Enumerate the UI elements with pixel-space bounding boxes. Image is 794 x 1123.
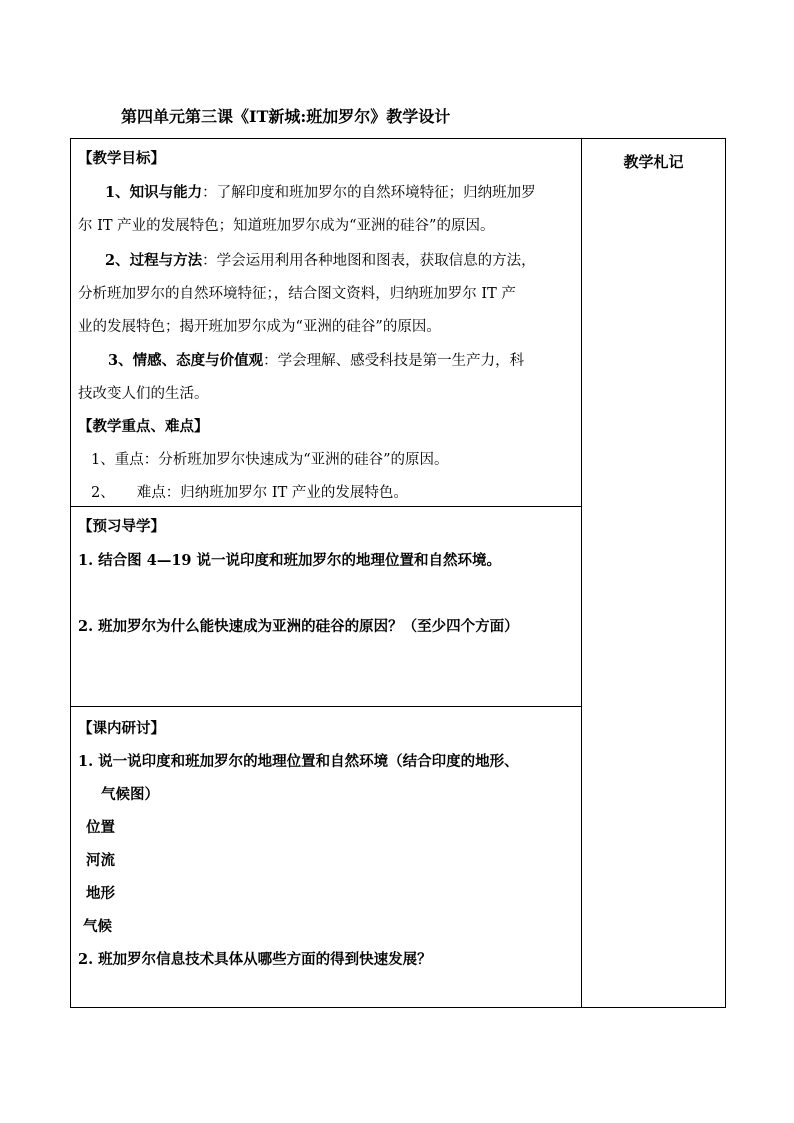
preview-heading: 【预习导学】	[78, 518, 165, 535]
key-point-2	[91, 483, 408, 503]
objectives-heading: 【教学目标】	[78, 150, 165, 167]
inclass-item-climate: 气候	[83, 918, 112, 935]
objective-3-text-a: ：学会理解、感受科技是第一生产力，科	[263, 353, 525, 369]
preview-question-1: 1. 结合图 4—19 说一说印度和班加罗尔的地理位置和自然环境。	[78, 552, 502, 569]
inclass-item-rivers: 河流	[86, 852, 115, 869]
objectives-cell	[71, 139, 582, 507]
objective-2-line-b: 分析班加罗尔的自然环境特征；，结合图文资料，归纳班加罗尔 IT 产	[78, 286, 516, 302]
inclass-item-location: 位置	[86, 819, 115, 836]
key-points-heading: 【教学重点、难点】	[78, 418, 209, 435]
notes-header: 教学札记	[623, 153, 684, 171]
objective-1-text-a: ：了解印度和班加罗尔的自然环境特征；归纳班加罗	[202, 185, 536, 201]
page-title: 第四单元第三课《IT新城:班加罗尔》教学设计	[121, 107, 451, 126]
lesson-table	[70, 138, 726, 1008]
objective-2-label: 2、过程与方法	[105, 252, 203, 269]
inclass-item-terrain: 地形	[86, 885, 115, 902]
objective-3-line-b: 技改变人们的生活。	[78, 386, 209, 402]
inclass-question-2: 2. 班加罗尔信息技术具体从哪些方面的得到快速发展？	[78, 951, 432, 968]
objective-1-line-b: 尔 IT 产业的发展特色；知道班加罗尔成为“亚洲的硅谷”的原因。	[78, 218, 495, 234]
key-point-2-num: 2、	[91, 485, 115, 501]
key-point-1: 1、重点：分析班加罗尔快速成为“亚洲的硅谷”的原因。	[91, 452, 449, 468]
inclass-heading: 【课内研讨】	[78, 720, 165, 737]
objective-2-line-a	[105, 251, 536, 271]
objective-1-label: 1、知识与能力	[105, 184, 203, 201]
objective-3-line-a	[108, 351, 524, 371]
objective-2-text-a: ：学会运用利用各种地图和图表，获取信息的方法，	[202, 253, 536, 269]
inclass-question-1-a: 1. 说一说印度和班加罗尔的地理位置和自然环境（结合印度的地形、	[78, 753, 519, 770]
objective-1-line-a	[105, 183, 536, 203]
inclass-cell	[71, 707, 582, 1008]
preview-cell	[71, 507, 582, 707]
key-point-2-text: 难点：归纳班加罗尔 IT 产业的发展特色。	[136, 485, 408, 501]
preview-question-2: 2. 班加罗尔为什么能快速成为亚洲的硅谷的原因？（至少四个方面）	[78, 618, 519, 635]
objective-2-line-c: 业的发展特色；揭开班加罗尔成为“亚洲的硅谷”的原因。	[78, 319, 441, 335]
objective-3-label: 3、情感、态度与价值观	[108, 352, 264, 369]
notes-column	[582, 139, 726, 1008]
inclass-question-1-b: 气候图）	[101, 786, 159, 803]
